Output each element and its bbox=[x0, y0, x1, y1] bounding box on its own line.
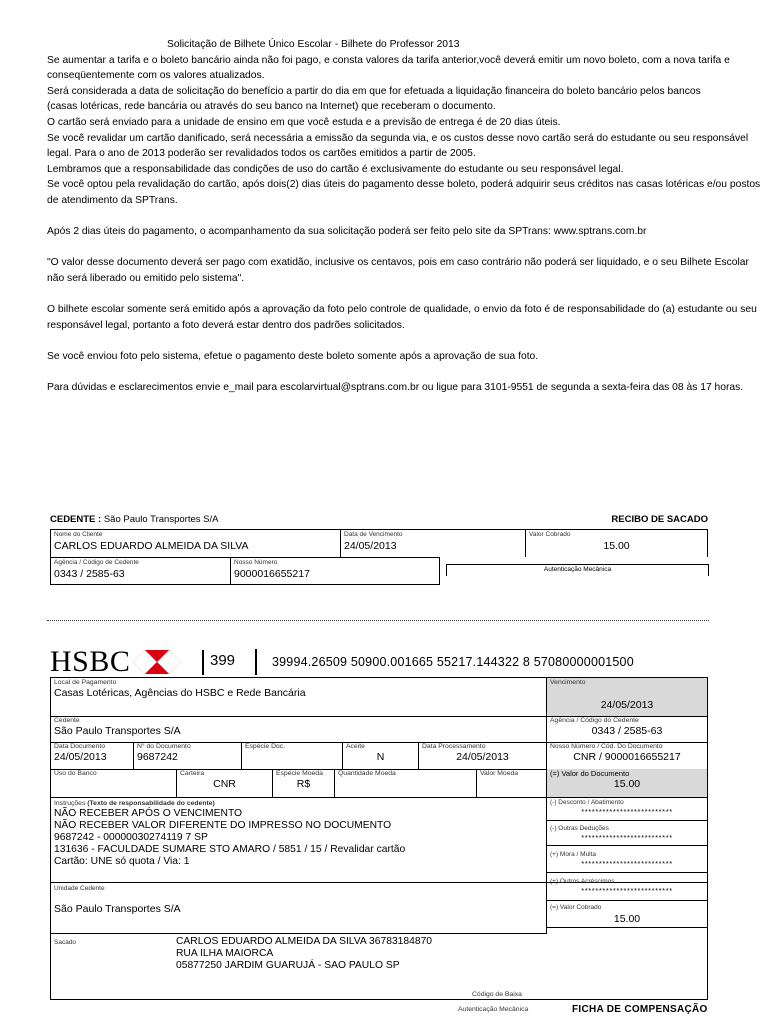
recibo-autenticacao-label: Autenticação Mecânica bbox=[543, 566, 612, 573]
especie-moeda-label: Espécie Moeda bbox=[276, 770, 323, 777]
qtd-moeda-label: Quantidade Moeda bbox=[338, 770, 396, 777]
bank-code: 399 bbox=[202, 650, 235, 675]
document-title: Solicitação de Bilhete Único Escolar - Bilhete do Professor 2013 bbox=[167, 39, 460, 50]
aceite bbox=[343, 742, 419, 769]
desconto-label: (-) Desconto / Abatimento bbox=[550, 799, 624, 806]
bank-header bbox=[50, 645, 710, 677]
code-separator bbox=[255, 649, 257, 675]
cedente bbox=[51, 716, 547, 742]
row-cedente bbox=[51, 716, 707, 743]
sacado-line: RUA ILHA MAIORCA bbox=[176, 948, 274, 959]
sacado-label: Sacado bbox=[54, 939, 77, 946]
valor-doc-value: 15.00 bbox=[613, 778, 641, 790]
local-value: Casas Lotéricas, Agências do HSBC e Rede Bancária bbox=[54, 687, 306, 699]
bank-logo-text: HSBC bbox=[50, 645, 131, 678]
outras-ded-stars: ************************** bbox=[581, 833, 673, 842]
valor-documento bbox=[547, 769, 707, 797]
sacado-line: 05877250 JARDIM GUARUJÁ - SAO PAULO SP bbox=[176, 960, 400, 971]
numero-documento bbox=[134, 742, 242, 769]
data-doc-value: 24/05/2013 bbox=[54, 751, 107, 763]
data-proc-value: 24/05/2013 bbox=[456, 751, 509, 763]
recibo-valor-label: Valor Cobrado bbox=[529, 531, 571, 538]
info-line: O cartão será enviado para a unidade de ensino em que você estuda e a previsão de entrega é de 20 dias úteis. bbox=[47, 116, 561, 128]
recibo-valor-box bbox=[525, 529, 708, 557]
cut-line bbox=[47, 620, 709, 621]
especie-moeda bbox=[273, 769, 335, 797]
recibo-nosso-value: 9000016655217 bbox=[234, 568, 310, 580]
recibo-title: RECIBO DE SACADO bbox=[611, 514, 708, 525]
row-moeda bbox=[51, 769, 707, 798]
recibo-nome-label: Nome do Cliente bbox=[54, 531, 103, 538]
carteira-label: Carteira bbox=[180, 770, 205, 777]
ficha-compensacao bbox=[50, 677, 708, 1000]
data-processamento bbox=[419, 742, 547, 769]
desconto bbox=[547, 797, 707, 821]
ficha-title: FICHA DE COMPENSAÇÃO bbox=[572, 1004, 708, 1015]
recibo-nome-value: CARLOS EDUARDO ALMEIDA DA SILVA bbox=[54, 540, 249, 552]
instr-line: 9687242 - 00000030274119 7 SP bbox=[54, 832, 208, 843]
info-line: Se você revalidar um cartão danificado, será necessária a emissão da segunda via, e os custos desse novo cartão será do estudante ou seu responsável bbox=[47, 132, 749, 144]
valor-moeda-label: Valor Moeda bbox=[480, 770, 519, 777]
desconto-stars: ************************** bbox=[581, 807, 673, 816]
autenticacao-label: Autenticação Mecânica bbox=[458, 1006, 529, 1013]
carteira-value: CNR bbox=[213, 778, 236, 790]
recibo-autenticacao bbox=[446, 564, 709, 576]
valor-moeda bbox=[477, 769, 547, 797]
outros-acr-label: (+) Outros Acréscimos bbox=[550, 878, 615, 885]
info-line: Lembramos que a responsabilidade das condições de uso do cartão é exclusivamente do estudante ou seu responsável legal. bbox=[47, 163, 624, 175]
agencia-label: Agência / Código do Cedente bbox=[550, 717, 639, 724]
instrucoes-label: Instruções (Texto de responsabilidade do cedente) bbox=[54, 800, 215, 807]
instrucoes bbox=[51, 797, 547, 882]
recibo-agencia-value: 0343 / 2585-63 bbox=[54, 568, 125, 580]
hsbc-hexagon-icon bbox=[133, 650, 181, 674]
info-line: conseqüentemente com os valores atualizados. bbox=[47, 70, 265, 82]
recibo-cedente-value: São Paulo Transportes S/A bbox=[103, 514, 219, 525]
info-line: não será liberado ou emitido pelo sistema". bbox=[47, 272, 245, 284]
recibo-agencia-box bbox=[50, 557, 230, 585]
recibo-venc-box bbox=[340, 529, 525, 557]
vencimento-label: Vencimento bbox=[550, 679, 586, 686]
outros-acr-stars: ************************** bbox=[581, 886, 673, 895]
vencimento-value: 24/05/2013 bbox=[600, 699, 654, 711]
info-line: "O valor desse documento deverá ser pago com exatidão, inclusive os centavos, pois em caso contrário não poderá ser liquidado, e o seu Bilhete Escolar bbox=[47, 257, 749, 269]
valor-cobrado bbox=[547, 901, 707, 928]
info-line: Se aumentar a tarifa e o boleto bancário ainda não foi pago, e consta valores da tarifa anterior,você deverá emitir um novo boleto, com a nova tarifa e bbox=[47, 54, 730, 66]
unidade-cedente bbox=[51, 882, 547, 934]
data-documento bbox=[51, 742, 134, 769]
row-local bbox=[51, 678, 707, 717]
valor-cobrado-label: (=) Valor Cobrado bbox=[550, 904, 602, 911]
recibo-valor-value: 15.00 bbox=[603, 540, 630, 552]
cedente-value: São Paulo Transportes S/A bbox=[54, 725, 181, 737]
especie-doc-label: Espécie Doc. bbox=[245, 743, 286, 750]
num-doc-label: N° do Documento bbox=[137, 743, 191, 750]
outras-ded-label: (-) Outras Deduções bbox=[550, 825, 609, 832]
nosso-value: CNR / 9000016655217 bbox=[573, 751, 681, 763]
uso-label: Uso do Banco bbox=[54, 770, 97, 777]
local-pagamento bbox=[51, 678, 547, 716]
sacado-line: CARLOS EDUARDO ALMEIDA DA SILVA 36783184870 bbox=[176, 936, 433, 947]
row-documento bbox=[51, 742, 707, 770]
quantidade-moeda bbox=[335, 769, 477, 797]
valor-cobrado-value: 15.00 bbox=[613, 913, 641, 925]
sacado-info bbox=[176, 936, 432, 972]
agencia-cedente bbox=[547, 716, 707, 742]
instrucoes-text bbox=[54, 808, 543, 868]
info-line: Se você enviou foto pelo sistema, efetue o pagamento deste boleto somente após a aprovação de sua foto. bbox=[47, 350, 539, 362]
info-line: Será considerada a data de solicitação do benefício a partir do dia em que for efetuada a liquidação financeira do boleto bancário pelos bancos bbox=[47, 85, 701, 97]
mora-multa bbox=[547, 846, 707, 873]
data-proc-label: Data Processamento bbox=[422, 743, 486, 750]
deducoes-column bbox=[547, 797, 707, 928]
especie-moeda-value: R$ bbox=[296, 778, 311, 790]
info-line: Se você optou pela revalidação do cartão, após dois(2) dias úteis do pagamento desse boleto, poderá adquirir seus créditos nas casas lotéricas e/ou postos bbox=[47, 179, 761, 191]
codigo-baixa-label: Código de Baixa bbox=[472, 991, 522, 998]
uso-banco bbox=[51, 769, 177, 797]
recibo-venc-label: Data de Vencimento bbox=[344, 531, 403, 538]
mora-label: (+) Mora / Multa bbox=[550, 851, 597, 858]
unidade-label: Unidade Cedente bbox=[54, 885, 105, 892]
info-line: legal. Para o ano de 2013 poderão ser revalidados todos os cartões emitidos a partir de 2005. bbox=[47, 148, 476, 160]
recibo-sacado bbox=[50, 514, 708, 585]
recibo-cedente-label: CEDENTE : bbox=[50, 514, 102, 525]
recibo-nosso-label: Nosso Número bbox=[234, 559, 278, 566]
instr-line: NÃO RECEBER VALOR DIFERENTE DO IMPRESSO NO DOCUMENTO bbox=[54, 820, 392, 831]
vencimento bbox=[547, 678, 707, 716]
instructions-text bbox=[47, 37, 765, 396]
instr-line: Cartão: UNE só quota / Via: 1 bbox=[54, 856, 190, 867]
data-doc-label: Data Documento bbox=[54, 743, 106, 750]
especie-doc bbox=[242, 742, 343, 769]
recibo-venc-value: 24/05/2013 bbox=[344, 540, 397, 552]
cedente-label: Cedente bbox=[54, 717, 80, 724]
nosso-label: Nosso Número / Cód. Do Documento bbox=[550, 743, 663, 750]
valor-doc-label: (=) Valor do Documento bbox=[550, 769, 630, 778]
num-doc-value: 9687242 bbox=[137, 751, 178, 763]
hsbc-logo bbox=[50, 647, 181, 677]
instr-line: NÃO RECEBER APÓS O VENCIMENTO bbox=[54, 808, 243, 819]
recibo-cedente bbox=[50, 514, 218, 529]
info-line: (casas lotéricas, rede bancária ou através do seu banco na Internet) que receberam o documento. bbox=[47, 101, 496, 113]
carteira bbox=[177, 769, 273, 797]
recibo-agencia-label: Agência / Código de Cedente bbox=[54, 559, 139, 566]
info-line: Após 2 dias úteis do pagamento, o acompanhamento da sua solicitação poderá ser feito pelo site da SPTrans: www.sptrans.com.br bbox=[47, 226, 647, 238]
info-line: Para dúvidas e esclarecimentos envie e_mail para escolarvirtual@sptrans.com.br ou ligue para 3101-9551 de segunda a sexta-feira das 08 às 17 horas. bbox=[47, 382, 744, 394]
outras-deducoes bbox=[547, 821, 707, 846]
aceite-label: Aceite bbox=[346, 743, 365, 750]
recibo-nome-box bbox=[50, 529, 340, 557]
agencia-value: 0343 / 2585-63 bbox=[591, 725, 663, 737]
unidade-value: São Paulo Transportes S/A bbox=[54, 903, 181, 915]
recibo-nosso-box bbox=[230, 557, 440, 585]
info-line: responsável legal, portanto a foto deverá estar dentro dos padrões solicitados. bbox=[47, 319, 405, 331]
info-line: de atendimento da SPTrans. bbox=[47, 194, 178, 206]
mora-stars: ************************** bbox=[581, 859, 673, 868]
nosso-numero bbox=[547, 742, 707, 769]
aceite-value: N bbox=[376, 751, 385, 763]
info-line: O bilhete escolar somente será emitido após a aprovação da foto pelo controle de qualidade, o envio da foto é de responsabilidade do (a) estudante ou seu bbox=[47, 304, 757, 316]
instr-line: 131636 - FACULDADE SUMARE STO AMARO / 5851 / 15 / Revalidar cartão bbox=[54, 844, 406, 855]
outros-acrescimos bbox=[547, 873, 707, 901]
local-label: Local de Pagamento bbox=[54, 679, 117, 686]
linha-digitavel: 39994.26509 50900.001665 55217.144322 8 57080000001500 bbox=[272, 655, 634, 669]
